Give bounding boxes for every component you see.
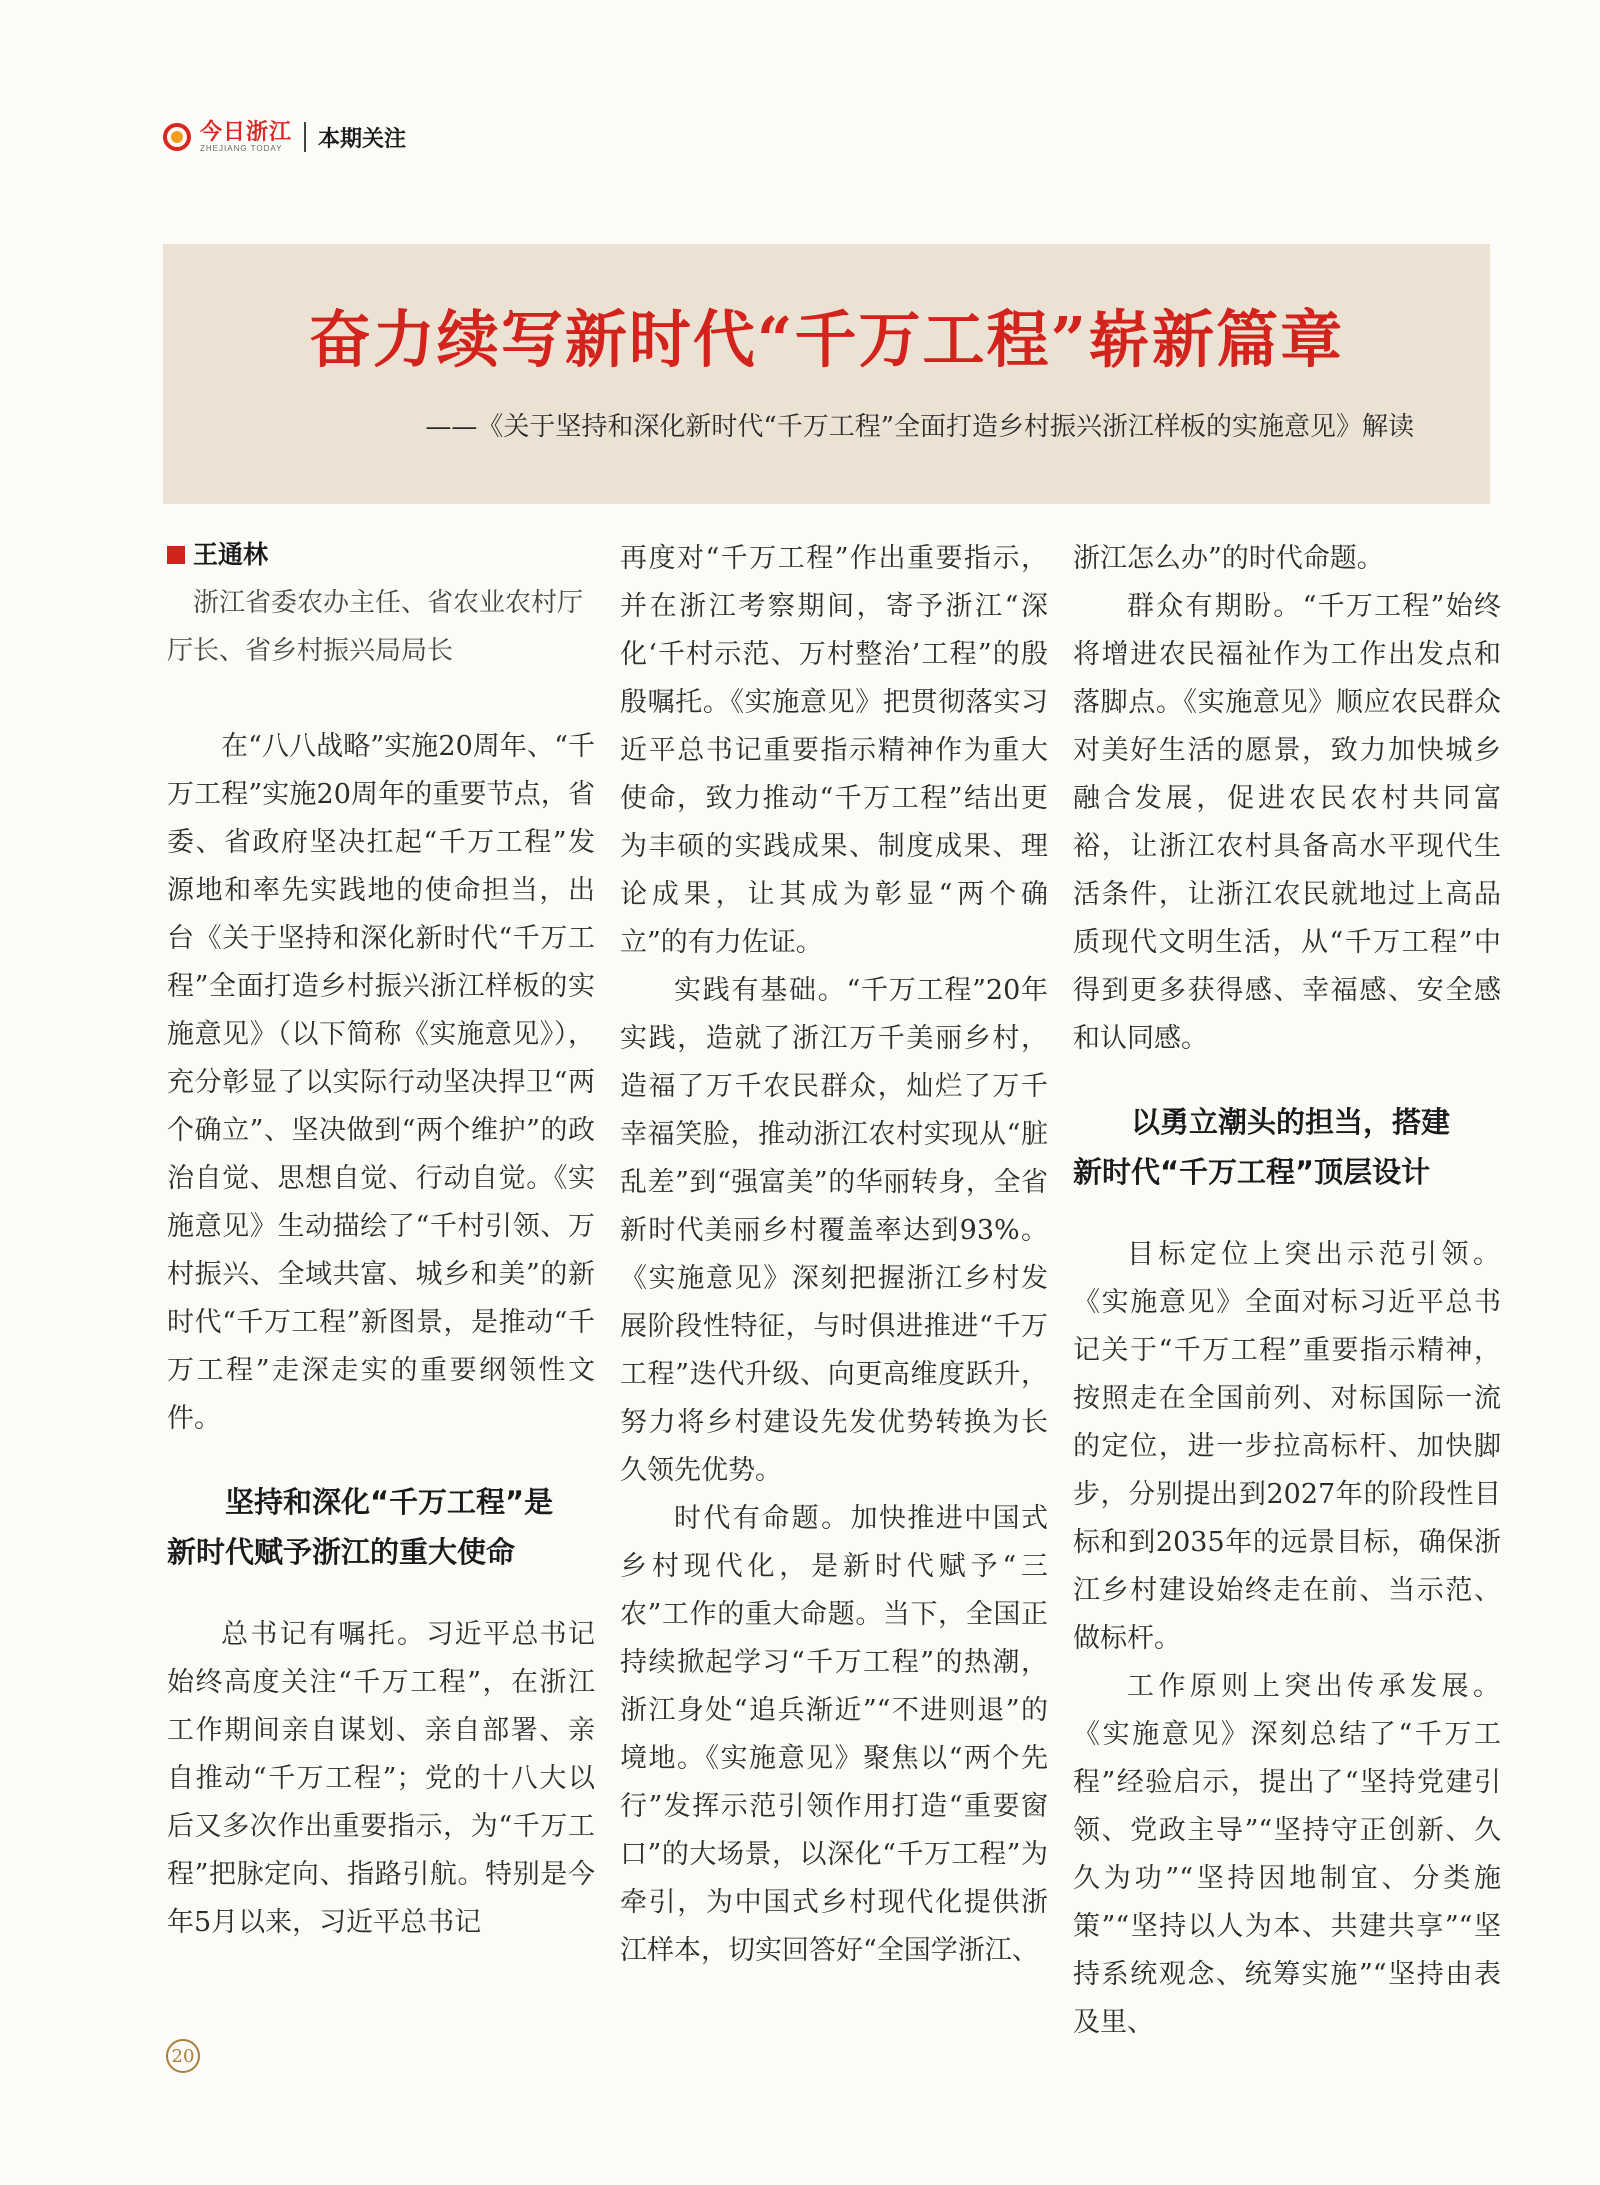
- paragraph-body: “千万工程”20年实践，造就了浙江万千美丽乡村，造福了万千农民群众，灿烂了万千幸福笑脸，推动浙江农村实现从“脏乱差”到“强富美”的华丽转身，全省新时代美丽乡村覆盖率达到93%。《实施意见》深刻把握浙江乡村发展阶段性特征，与时俱进推进“千万工程”迭代升级、向更高维度跃升，努力将乡村建设先发优势转换为长久领先优势。: [620, 975, 1048, 1486]
- author-bio: 浙江省委农办主任、省农业农村厅厅长、省乡村振兴局局长: [167, 588, 584, 666]
- paragraph-lead: 群众有期盼。: [1127, 591, 1303, 622]
- paragraph-practice-basis: [620, 967, 1048, 1495]
- article-title: 奋力续写新时代“千万工程”崭新篇章: [308, 303, 1345, 376]
- paragraph-body: 加快推进中国式乡村现代化，是新时代赋予“三农”工作的重大命题。当下，全国正持续掀起学习“千万工程”的热潮，浙江身处“追兵渐近”“不进则退”的境地。《实施意见》聚焦以“两个先行”发挥示范引领作用打造“重要窗口”的大场景，以深化“千万工程”为牵引，为中国式乡村现代化提供浙江样本，切实回答好“全国学浙江、: [620, 1503, 1048, 1966]
- paragraph-general-secretary: [167, 1611, 595, 1947]
- logo-english: ZHEJIANG TODAY: [200, 144, 283, 153]
- page-number: 20: [166, 2039, 200, 2073]
- magazine-header: [162, 117, 406, 157]
- paragraph-lead: 目标定位上突出示范引领。: [1127, 1239, 1501, 1270]
- paragraph-body: 《实施意见》全面对标习近平总书记关于“千万工程”重要指示精神，按照走在全国前列、对标国际一流的定位，进一步拉高标杆、加快脚步，分别提出到2027年的阶段性目标和到2035年的远景目标，确保浙江乡村建设始终走在前、当示范、做标杆。: [1073, 1287, 1501, 1654]
- text-column-2: [620, 535, 1048, 1975]
- logo-text: [200, 121, 292, 153]
- section-heading-2: [1073, 1097, 1501, 1197]
- title-box: [163, 244, 1490, 504]
- section-heading-1: [167, 1477, 595, 1577]
- paragraph-goal-positioning: [1073, 1231, 1501, 1663]
- paragraph-body: “千万工程”始终将增进农民福祉作为工作出发点和落脚点。《实施意见》顺应农民群众对美好生活的愿景，致力加快城乡融合发展，促进农民农村共同富裕，让浙江农村具备高水平现代生活条件，让浙江农民就地过上高品质现代文明生活，从“千万工程”中得到更多获得感、幸福感、安全感和认同感。: [1073, 591, 1502, 1054]
- paragraph-body: 习近平总书记始终高度关注“千万工程”，在浙江工作期间亲自谋划、亲自部署、亲自推动“千万工程”；党的十八大以后又多次作出重要指示，为“千万工程”把脉定向、指路引航。特别是今年5月以来，习近平总书记: [167, 1619, 596, 1938]
- section-heading-1-line1: 坚持和深化“千万工程”是: [225, 1485, 554, 1519]
- text-column-1: [167, 535, 595, 1947]
- author-name: [167, 535, 595, 575]
- text-column-3: [1073, 535, 1501, 2047]
- article-subtitle: ——《关于坚持和深化新时代“千万工程”全面打造乡村振兴浙江样板的实施意见》解读: [425, 412, 1414, 442]
- section-heading-2-line1: 以勇立潮头的担当，搭建: [1131, 1105, 1451, 1139]
- paragraph-body: 《实施意见》深刻总结了“千万工程”经验启示，提出了“坚持党建引领、党政主导”“坚持守正创新、久久为功”“坚持因地制宜、分类施策”“坚持以人为本、共建共享”“坚持系统观念、统筹实施”“坚持由表及里、: [1073, 1719, 1501, 2038]
- section-heading-2-line2: 新时代“千万工程”顶层设计: [1073, 1155, 1431, 1189]
- paragraph-lead: 总书记有嘱托。: [221, 1619, 427, 1650]
- paragraph-lead: 工作原则上突出传承发展。: [1127, 1671, 1501, 1702]
- logo-chinese: 今日浙江: [200, 119, 293, 145]
- author-name-text: 王通林: [193, 540, 269, 569]
- paragraph-lead: 时代有命题。: [674, 1503, 851, 1534]
- square-bullet-icon: [167, 546, 185, 564]
- paragraph-era-proposition: [620, 1495, 1048, 1975]
- section-label: 本期关注: [318, 126, 407, 152]
- header-divider: [304, 122, 306, 152]
- paragraph-work-principles: [1073, 1663, 1501, 2047]
- paragraph-continued: 浙江怎么办”的时代命题。: [1073, 543, 1384, 574]
- paragraph-continued: 再度对“千万工程”作出重要指示，并在浙江考察期间，寄予浙江“深化‘千村示范、万村整治’工程”的殷殷嘱托。《实施意见》把贯彻落实习近平总书记重要指示精神作为重大使命，致力推动“千万工程”结出更为丰硕的实践成果、制度成果、理论成果，让其成为彰显“两个确立”的有力佐证。: [620, 543, 1048, 958]
- intro-paragraph: 在“八八战略”实施20周年、“千万工程”实施20周年的重要节点，省委、省政府坚决扛起“千万工程”发源地和率先实践地的使命担当，出台《关于坚持和深化新时代“千万工程”全面打造乡村振兴浙江样板的实施意见》（以下简称《实施意见》），充分彰显了以实际行动坚决捍卫“两个确立”、坚决做到“两个维护”的政治自觉、思想自觉、行动自觉。《实施意见》生动描绘了“千村引领、万村振兴、全域共富、城乡和美”的新时代“千万工程”新图景，是推动“千万工程”走深走实的重要纲领性文件。: [167, 731, 595, 1434]
- paragraph-lead: 实践有基础。: [674, 975, 847, 1006]
- section-heading-1-line2: 新时代赋予浙江的重大使命: [167, 1535, 516, 1569]
- logo-icon: [162, 122, 192, 152]
- paragraph-public-expectation: [1073, 583, 1501, 1063]
